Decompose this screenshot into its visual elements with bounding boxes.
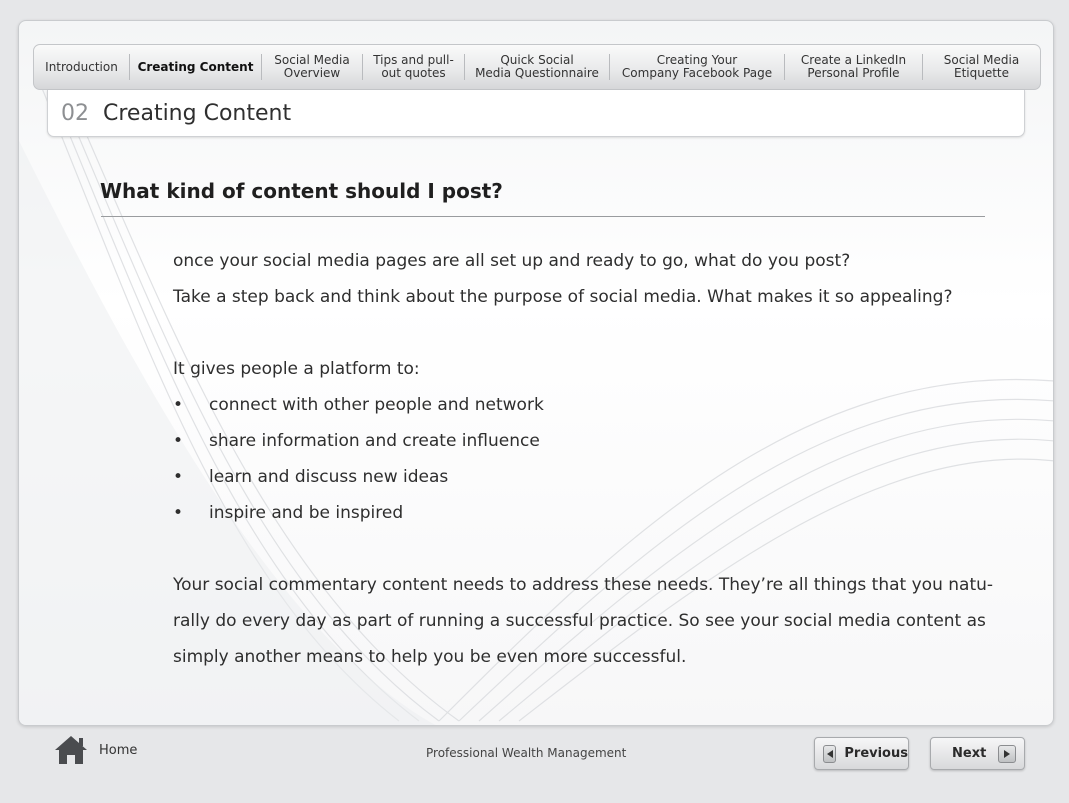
tab-social-media-etiquette[interactable] (923, 54, 1040, 80)
list-item-text: share information and create influence (209, 431, 540, 451)
spacer (173, 315, 973, 351)
tab-creating-content[interactable] (130, 54, 262, 80)
list-item (173, 459, 973, 495)
tab-label: Introduction (45, 59, 118, 74)
bullet-icon: • (173, 431, 184, 451)
bullet-icon: • (173, 503, 184, 523)
triangle-right-icon (998, 745, 1016, 763)
tab-label: Social Media Overview (274, 53, 350, 80)
intro-line: once your social media pages are all set up and ready to go, what do you post? (173, 251, 851, 271)
closing-line: rally do every day as part of running a successful practice. So see your social media content as (173, 611, 986, 631)
tab-label: Create a LinkedIn Personal Profile (800, 53, 907, 80)
section-title: Creating Content (103, 100, 292, 126)
home-button[interactable] (53, 734, 137, 766)
closing-line: Your social commentary content needs to address these needs. They’re all things that you natu- (173, 575, 994, 595)
intro-line: Take a step back and think about the purpose of social media. What makes it so appealing? (173, 287, 953, 307)
list-item-text: connect with other people and network (209, 395, 544, 415)
spacer (173, 531, 973, 567)
list-item-text: inspire and be inspired (209, 503, 404, 523)
house-icon (53, 734, 89, 766)
tab-linkedin-personal-profile[interactable] (785, 54, 923, 80)
footer-title: Professional Wealth Management (426, 746, 627, 760)
tab-label: Tips and pull- out quotes (373, 53, 454, 80)
main-panel (18, 20, 1054, 726)
footer (0, 726, 1069, 803)
home-label: Home (99, 742, 138, 758)
bullet-icon: • (173, 395, 184, 415)
closing-line: simply another means to help you be even more successful. (173, 647, 687, 667)
tab-company-facebook-page[interactable] (610, 54, 785, 80)
tab-introduction[interactable] (34, 54, 130, 80)
section-header (47, 90, 1025, 137)
tab-social-media-overview[interactable] (262, 54, 363, 80)
tab-tips-and-pull-out-quotes[interactable] (363, 54, 465, 80)
bullet-icon: • (173, 467, 184, 487)
tab-label: Creating Content (137, 59, 254, 74)
list-item (173, 423, 973, 459)
list-item (173, 387, 973, 423)
content-body (173, 243, 994, 675)
list-item (173, 495, 973, 531)
previous-label: Previous (844, 746, 908, 761)
platform-intro: It gives people a platform to: (173, 359, 420, 379)
top-navigation (33, 44, 1041, 90)
next-button[interactable] (930, 737, 1025, 770)
next-label: Next (952, 746, 987, 761)
previous-button[interactable] (814, 737, 909, 770)
page-heading: What kind of content should I post? (100, 179, 503, 203)
tab-label: Social Media Etiquette (943, 53, 1020, 80)
heading-divider (101, 216, 985, 217)
tab-label: Quick Social Media Questionnaire (475, 53, 599, 80)
section-number: 02 (61, 100, 89, 126)
triangle-left-icon (823, 745, 836, 763)
tab-label: Creating Your Company Facebook Page (621, 53, 773, 80)
list-item-text: learn and discuss new ideas (209, 467, 449, 487)
tab-quick-social-media-questionnaire[interactable] (465, 54, 610, 80)
